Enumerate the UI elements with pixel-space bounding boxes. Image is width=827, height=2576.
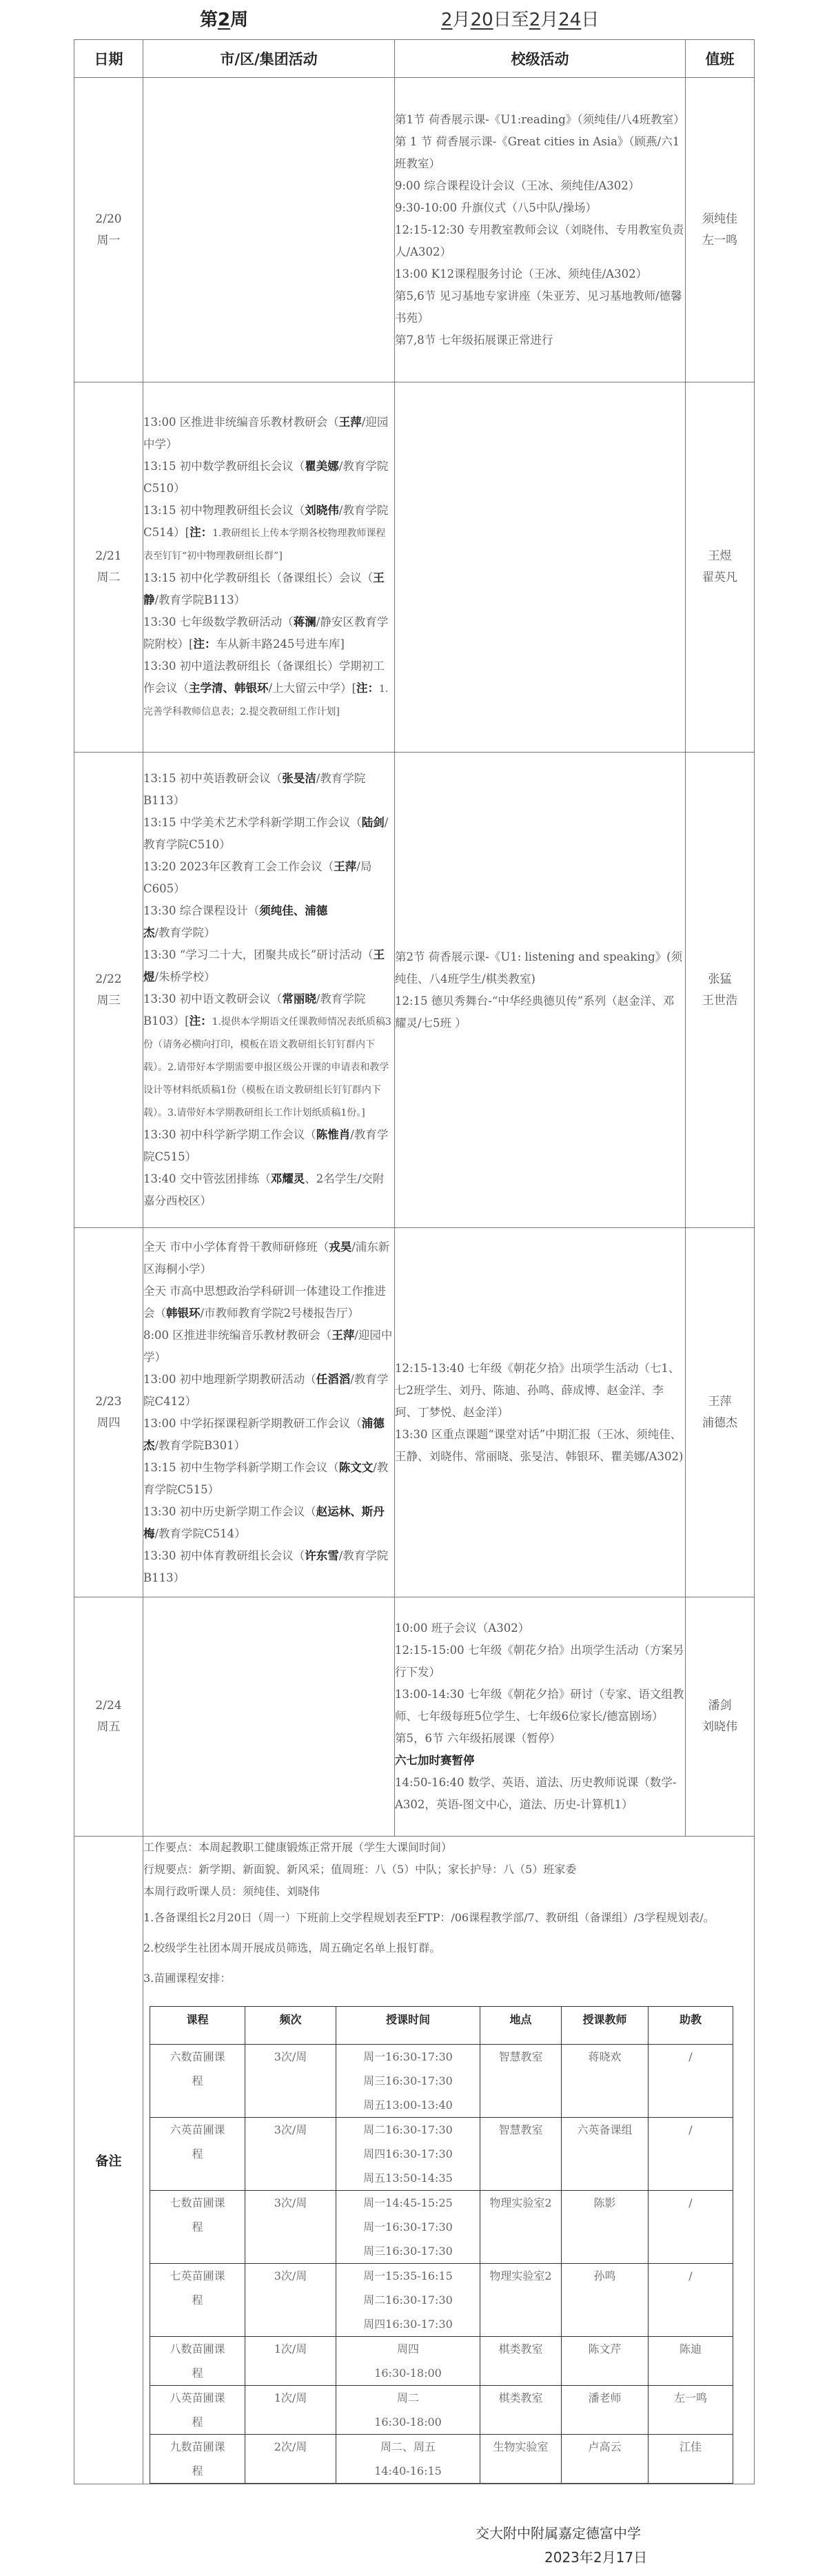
activity-text: 13:30 初中语文教研会议（ <box>143 992 283 1005</box>
date-cell <box>74 753 143 1228</box>
duty-cell <box>686 1597 755 1837</box>
nursery-assistant-cell: / <box>649 2191 733 2264</box>
duty-person: 王萍 <box>708 1394 732 1409</box>
weekday-label: 周五 <box>96 1720 121 1734</box>
activity-item <box>143 1325 394 1369</box>
nursery-freq-cell: 3次/周 <box>245 2191 336 2264</box>
nursery-time: 周二 <box>396 2391 419 2404</box>
activity-text: 13:30 初中体育教研组长会议（ <box>143 1548 305 1562</box>
nursery-time: 周二16:30-17:30 <box>363 2293 453 2307</box>
activity-text: 13:15 初中数学教研组长会议（ <box>143 460 305 473</box>
day-row <box>74 1597 755 1837</box>
nursery-course-cell: 九数苗圃课程 <box>150 2435 245 2484</box>
nursery-teacher-cell: 六英备课组 <box>562 2118 649 2191</box>
activity-person: 陈文文 <box>338 1460 374 1474</box>
issue-date: 2023年2月17日 <box>544 2549 648 2566</box>
external-activities-cell <box>143 1597 395 1837</box>
nursery-teacher-cell: 卢高云 <box>562 2435 649 2484</box>
activity-text: 12:15 德贝秀舞台-“中华经典德贝传”系列（赵金洋、邓耀灵/七5班 ） <box>395 994 675 1030</box>
nursery-row <box>150 2118 733 2191</box>
activity-item <box>395 1750 685 1772</box>
nursery-time: 周五13:00-13:40 <box>363 2098 453 2112</box>
activity-text: /局C605） <box>143 860 372 895</box>
activity-text: 13:00-14:30 七年级《朝花夕拾》研讨（专家、语文组教师、七年级每班5位学生、七年级6位家长/德富剧场） <box>395 1688 684 1723</box>
activity-item <box>143 768 394 812</box>
activity-person: 蒋澜 <box>293 615 316 628</box>
col-header-school: 校级活动 <box>395 40 686 78</box>
nursery-row <box>150 2386 733 2435</box>
nursery-time: 周一14:45-15:25 <box>363 2196 453 2209</box>
nursery-freq-cell: 1次/周 <box>245 2337 336 2386</box>
activity-person: 常丽晓 <box>282 992 316 1005</box>
activity-item <box>143 1168 394 1212</box>
activity-person: 韩银环 <box>166 1306 201 1320</box>
nursery-times-cell <box>336 2118 480 2191</box>
nursery-assistant-cell: / <box>649 2264 733 2337</box>
nursery-row <box>150 2045 733 2118</box>
nursery-times-cell <box>336 2191 480 2264</box>
remark-line: 2.校级学生社团本周开展成员筛选，周五确定名单上报钉群。 <box>143 1941 441 1954</box>
activity-text: 第1节 荷香展示课-《U1:reading》（须纯佳/八4班教室） <box>395 112 685 126</box>
date-cell <box>74 1228 143 1597</box>
activity-item <box>143 456 394 500</box>
activity-text: /上大留云中学）[ <box>268 682 356 695</box>
nursery-times-cell <box>336 2337 480 2386</box>
date-value: 2/23 <box>95 1394 122 1409</box>
nursery-time: 周三16:30-17:30 <box>363 2074 453 2087</box>
activity-text: 13:30 综合课程设计（ <box>143 904 260 917</box>
activity-item <box>395 131 685 175</box>
nursery-place-cell: 物理实验室2 <box>480 2264 562 2337</box>
activity-item <box>395 1684 685 1728</box>
activity-text: /教育学院C514）[ <box>143 504 389 539</box>
activity-item <box>395 1639 685 1684</box>
activity-text: /教育学院） <box>154 926 216 939</box>
activity-person: 张旻洁 <box>282 772 316 785</box>
date-value: 2/24 <box>95 1699 122 1713</box>
activity-person: 刘晓伟 <box>305 504 339 517</box>
nursery-course-cell: 六数苗圃课程 <box>150 2045 245 2118</box>
to-char: 至 <box>511 10 529 30</box>
activity-text: 9:30-10:00 升旗仪式（八5中队/操场） <box>395 201 597 214</box>
activity-text: /教育学院C514） <box>154 1526 246 1540</box>
nursery-time: 周二16:30-17:30 <box>363 2123 453 2136</box>
date-value: 2/20 <box>95 212 122 226</box>
remark-line: 1.各备课组长2月20日（周一）下班前上交学程规划表至FTP：/06课程教学部/7、教研组（备课组）/3学程规划表/。 <box>143 1911 715 1924</box>
nursery-times-cell <box>336 2264 480 2337</box>
activity-item <box>395 1772 685 1816</box>
activity-item <box>395 990 685 1034</box>
activity-text: 13:30 初中历史新学期工作会议（ <box>143 1504 316 1518</box>
nursery-row <box>150 2191 733 2264</box>
nursery-teacher-cell: 陈文芹 <box>562 2337 649 2386</box>
date-cell <box>74 382 143 753</box>
activity-text: 第5,6节 见习基地专家讲座（朱亚芳、见习基地教师/德馨书苑） <box>395 289 682 325</box>
activity-item <box>143 1280 394 1325</box>
activity-item <box>395 175 685 197</box>
nursery-row <box>150 2435 733 2484</box>
activity-text: 13:40 交中管弦团排练（ <box>143 1172 271 1185</box>
nursery-row <box>150 2264 733 2337</box>
activity-person: 王萍 <box>338 416 362 429</box>
activity-item <box>143 611 394 655</box>
nursery-time: 周二、周五 <box>380 2440 436 2453</box>
external-activities-cell <box>143 753 395 1228</box>
date-range <box>441 6 599 31</box>
activity-item <box>143 812 394 856</box>
activity-person: 注： <box>189 1014 212 1028</box>
week-number: 2 <box>218 10 231 30</box>
activity-text: 13:15 初中生物学科新学期工作会议（ <box>143 1460 339 1474</box>
duty-cell <box>686 753 755 1228</box>
activity-text: /教育学院B113） <box>143 1548 389 1584</box>
duty-cell <box>686 1228 755 1597</box>
duty-person: 须纯佳 <box>702 212 737 226</box>
weekday-label: 周二 <box>96 571 121 584</box>
activity-text: /教育学院B301） <box>154 1438 246 1452</box>
nursery-freq-cell: 3次/周 <box>245 2118 336 2191</box>
duty-cell <box>686 78 755 382</box>
weekday-label: 周四 <box>96 1415 121 1430</box>
activity-text: 、2名学生/交附嘉分西校区） <box>143 1172 385 1207</box>
nursery-time: 周一15:35-16:15 <box>363 2269 453 2282</box>
nursery-time: 16:30-18:00 <box>374 2415 442 2429</box>
activity-text: 12:15-13:40 七年级《朝花夕拾》出项学生活动（七1、七2班学生、刘丹、陈迪、孙鸣、薛成博、赵金洋、李珂、丁梦悦、赵金洋） <box>395 1361 680 1419</box>
activity-person: 戎昊 <box>329 1240 352 1254</box>
activity-text: 1.教研组长上传本学期各校物理教师课程表至钉钉“初中物理教研组长群”] <box>143 528 386 562</box>
activity-text: /静安区教育学院附校）[ <box>143 615 389 651</box>
activity-person: 注： <box>356 682 379 695</box>
activity-person: 任滔滔 <box>316 1372 351 1386</box>
activity-text: 13:15 中学美术艺术学科新学期工作会议（ <box>143 816 362 829</box>
col-header-duty: 值班 <box>686 40 755 78</box>
activity-text: 13:00 区推进非统编音乐教材教研会（ <box>143 416 339 429</box>
nursery-header-row <box>150 2007 733 2045</box>
duty-person: 左一鸣 <box>702 233 737 247</box>
date-cell <box>74 78 143 382</box>
activity-text: 13:15 初中化学教研组长（备课组长）会议（ <box>143 571 374 584</box>
activity-item <box>395 1424 685 1468</box>
duty-person: 浦德杰 <box>702 1415 737 1430</box>
month-char: 月 <box>540 10 559 30</box>
page-header <box>0 0 827 39</box>
activity-person: 瞿美娜 <box>305 460 339 473</box>
nursery-teacher-cell: 蒋晓欢 <box>562 2045 649 2118</box>
duty-cell <box>686 382 755 753</box>
nursery-col-header: 地点 <box>480 2007 562 2045</box>
activity-text: /教育学院C515） <box>143 1460 389 1496</box>
nursery-course-table <box>150 2006 733 2484</box>
nursery-place-cell: 生物实验室 <box>480 2435 562 2484</box>
external-activities-cell <box>143 1228 395 1597</box>
activity-text: 13:30 初中科学新学期工作会议（ <box>143 1128 316 1141</box>
nursery-time: 周四16:30-17:30 <box>363 2318 453 2331</box>
start-month: 2 <box>441 10 453 30</box>
activity-text: 全天 市高中思想政治学科研训一体建设工作推进会（ <box>143 1284 386 1320</box>
activity-person: 王萍 <box>334 860 357 873</box>
external-activities-cell <box>143 382 395 753</box>
nursery-time: 周五13:50-14:35 <box>363 2171 453 2185</box>
activity-item <box>143 856 394 900</box>
activity-text: 13:30 “学习二十大，团聚共成长”研讨活动（ <box>143 948 374 961</box>
nursery-time: 14:40-16:15 <box>374 2464 442 2477</box>
activity-item <box>143 500 394 567</box>
activity-text: 第7,8节 七年级拓展课正常进行 <box>395 333 553 347</box>
activity-item <box>395 329 685 351</box>
date-value: 2/22 <box>95 972 122 986</box>
activity-text: /市教师教育学院2号楼报告厅） <box>200 1306 360 1320</box>
end-month: 2 <box>529 10 541 30</box>
duty-person: 刘晓伟 <box>702 1720 737 1734</box>
activity-text: 13:00 中学拓探课程新学期教研工作会议（ <box>143 1416 362 1430</box>
day-row <box>74 78 755 382</box>
activity-person: 王煜 <box>143 948 385 983</box>
activity-person: 须纯佳、浦德杰 <box>143 904 328 939</box>
nursery-assistant-cell: 江佳 <box>649 2435 733 2484</box>
remarks-label: 备注 <box>74 1837 143 2484</box>
nursery-time: 周三16:30-17:30 <box>363 2245 453 2258</box>
activity-item <box>143 900 394 944</box>
activity-item <box>143 988 394 1124</box>
duty-person: 翟英凡 <box>702 571 737 584</box>
remark-line: 本周行政听课人员：须纯佳、刘晓伟 <box>143 1885 320 1898</box>
school-activities-cell <box>395 1597 686 1837</box>
school-name: 交大附中附属嘉定德富中学 <box>476 2525 641 2542</box>
nursery-place-cell: 棋类教室 <box>480 2337 562 2386</box>
activity-text: 13:15 初中英语教研会议（ <box>143 772 283 785</box>
activity-item <box>143 567 394 611</box>
duty-person: 王世浩 <box>702 993 737 1008</box>
activity-text: /教育学院C515） <box>143 1128 389 1163</box>
remark-line: 3.苗圃课程安排： <box>143 1972 232 1985</box>
activity-text: /教育学院C412） <box>143 1372 389 1408</box>
remark-line: 工作要点：本周起教职工健康锻炼正常开展（学生大课间时间） <box>143 1841 453 1854</box>
nursery-place-cell: 智慧教室 <box>480 2118 562 2191</box>
activity-text: 13:20 2023年区教育工会工作会议（ <box>143 860 334 873</box>
activity-person: 王萍 <box>331 1328 355 1342</box>
day-char: 日 <box>581 10 600 30</box>
activity-text: 12:15-12:30 专用教室教师会议（刘晓伟、专用教室负责人/A302） <box>395 223 684 258</box>
school-activities-cell <box>395 78 686 382</box>
nursery-teacher-cell: 孙鸣 <box>562 2264 649 2337</box>
nursery-row <box>150 2337 733 2386</box>
nursery-times-cell <box>336 2435 480 2484</box>
activity-person: 主学清、韩银环 <box>189 682 269 695</box>
activity-text: 1.完善学科教师信息表；2.提交教研组工作计划] <box>143 684 389 717</box>
nursery-time: 周四16:30-17:30 <box>363 2147 453 2160</box>
activity-text: /教育学院B113） <box>154 593 246 606</box>
col-header-external: 市/区/集团活动 <box>143 40 395 78</box>
activity-text: 10:00 班子会议（A302） <box>395 1622 530 1635</box>
nursery-col-header: 授课教师 <box>562 2007 649 2045</box>
activity-item <box>395 197 685 219</box>
weekday-label: 周一 <box>96 233 121 247</box>
nursery-course-cell: 八英苗圃课程 <box>150 2386 245 2435</box>
nursery-course-cell: 七数苗圃课程 <box>150 2191 245 2264</box>
weekly-schedule-table <box>74 39 755 2484</box>
activity-item <box>395 1617 685 1639</box>
remarks-lines <box>143 1837 754 1994</box>
activity-text: 全天 市中小学体育骨干教师研修班（ <box>143 1240 329 1254</box>
activity-item <box>143 1501 394 1545</box>
activity-person: 王静 <box>143 571 385 606</box>
activity-person: 邓耀灵 <box>270 1172 305 1185</box>
start-day: 20 <box>470 10 493 30</box>
nursery-col-header: 课程 <box>150 2007 245 2045</box>
remark-line: 行规要点：新学期、新面貌、新风采；值周班：八（5）中队；家长护导：八（5）班家委 <box>143 1863 577 1876</box>
day-char: 日 <box>493 10 511 30</box>
nursery-assistant-cell: 左一鸣 <box>649 2386 733 2435</box>
activity-item <box>143 1124 394 1168</box>
activity-text: /迎园中学） <box>143 1328 393 1364</box>
activity-item <box>143 1369 394 1413</box>
week-prefix: 第 <box>200 10 218 30</box>
activity-text: 13:00 初中地理新学期教研活动（ <box>143 1372 316 1386</box>
nursery-col-header: 频次 <box>245 2007 336 2045</box>
activity-text: 车从新丰路245号进车库] <box>216 637 345 651</box>
month-char: 月 <box>452 10 471 30</box>
activity-person: 六七加时赛暂停 <box>395 1754 475 1767</box>
activity-text: 8:00 区推进非统编音乐教材教研会（ <box>143 1328 332 1342</box>
nursery-assistant-cell: / <box>649 2118 733 2191</box>
nursery-col-header: 授课时间 <box>336 2007 480 2045</box>
activity-text: 13:30 七年级数学教研活动（ <box>143 615 294 628</box>
activity-item <box>143 1545 394 1589</box>
nursery-course-cell: 七英苗圃课程 <box>150 2264 245 2337</box>
nursery-time: 周一16:30-17:30 <box>363 2220 453 2233</box>
school-activities-cell <box>395 1228 686 1597</box>
activity-text: /教育学院B113） <box>143 772 366 807</box>
activity-person: 注： <box>193 637 216 651</box>
nursery-times-cell <box>336 2386 480 2435</box>
nursery-teacher-cell: 潘老师 <box>562 2386 649 2435</box>
nursery-teacher-cell: 陈影 <box>562 2191 649 2264</box>
activity-item <box>395 1358 685 1424</box>
nursery-freq-cell: 2次/周 <box>245 2435 336 2484</box>
activity-text: 第 1 节 荷香展示课-《Great cities in Asia》（顾燕/六1班教室） <box>395 134 680 170</box>
school-activities-cell <box>395 382 686 753</box>
nursery-freq-cell: 3次/周 <box>245 2045 336 2118</box>
activity-person: 陆剑 <box>361 816 385 829</box>
nursery-place-cell: 智慧教室 <box>480 2045 562 2118</box>
activity-item <box>143 1413 394 1457</box>
activity-item <box>143 944 394 988</box>
duty-person: 张猛 <box>708 972 732 986</box>
day-row <box>74 753 755 1228</box>
activity-person: 陈惟肖 <box>316 1128 351 1141</box>
activity-text: /浦东新区海桐小学） <box>143 1240 390 1276</box>
activity-text: /朱桥学校） <box>154 970 216 983</box>
weekday-label: 周三 <box>96 993 121 1008</box>
col-header-date: 日期 <box>74 40 143 78</box>
activity-person: 浦德杰 <box>143 1416 385 1452</box>
nursery-freq-cell: 3次/周 <box>245 2264 336 2337</box>
date-value: 2/21 <box>95 549 122 563</box>
activity-item <box>143 1457 394 1501</box>
activity-item <box>395 109 685 131</box>
school-activities-cell <box>395 753 686 1228</box>
activity-text: /教育学院C510） <box>143 816 389 851</box>
week-title <box>200 6 248 31</box>
activity-text: 第5，6节 六年级拓展课（暂停） <box>395 1732 561 1745</box>
activity-text: 12:15-15:00 七年级《朝花夕拾》出项学生活动（方案另行下发） <box>395 1644 684 1679</box>
nursery-freq-cell: 1次/周 <box>245 2386 336 2435</box>
activity-text: 1.提供本学期语文任课教师情况表纸质稿3份（请务必横向打印，模板在语文教研组长钉钉群内下载）。2.请带好本学期需要申报区级公开课的申请表和教学设计等材料纸质稿1份（模板在语文教研组长钉钉群内下载）。3.请带好本学期教研组长工作计划纸质稿1份。] <box>143 1016 391 1118</box>
activity-item <box>395 946 685 990</box>
external-activities-cell <box>143 78 395 382</box>
end-day: 24 <box>558 10 582 30</box>
nursery-place-cell: 棋类教室 <box>480 2386 562 2435</box>
activity-person: 注： <box>190 526 213 539</box>
remarks-row <box>74 1837 755 2484</box>
activity-item <box>143 411 394 456</box>
nursery-times-cell <box>336 2045 480 2118</box>
nursery-course-cell: 六英苗圃课程 <box>150 2118 245 2191</box>
duty-person: 王煜 <box>708 549 732 563</box>
date-cell <box>74 1597 143 1837</box>
table-header-row <box>74 40 755 78</box>
activity-text: 14:50-16:40 数学、英语、道法、历史教师说课（数学-A302，英语-图文中心，道法、历史-计算机1） <box>395 1776 677 1811</box>
nursery-col-header: 助教 <box>649 2007 733 2045</box>
duty-person: 潘剑 <box>708 1699 732 1713</box>
nursery-time: 周一16:30-17:30 <box>363 2050 453 2063</box>
nursery-assistant-cell: 陈迪 <box>649 2337 733 2386</box>
activity-person: 许东雪 <box>305 1548 339 1562</box>
activity-text: /教育学院B103）[ <box>143 992 366 1028</box>
activity-text: /迎园中学） <box>143 416 389 451</box>
nursery-time: 16:30-18:00 <box>374 2367 442 2380</box>
day-row <box>74 1228 755 1597</box>
activity-item <box>395 263 685 285</box>
activity-item <box>395 219 685 263</box>
activity-text: 13:30 初中道法教研组长（备课组长）学期初工作会议（ <box>143 660 385 695</box>
day-row <box>74 382 755 753</box>
activity-item <box>143 655 394 723</box>
activity-item <box>143 1236 394 1280</box>
activity-text: 第2节 荷香展示课-《U1: listening and speaking》(须纯佳、八4班学生/棋类教室) <box>395 950 683 985</box>
nursery-time: 周四 <box>396 2342 419 2355</box>
nursery-place-cell: 物理实验室2 <box>480 2191 562 2264</box>
nursery-assistant-cell: / <box>649 2045 733 2118</box>
activity-item <box>395 285 685 329</box>
activity-text: 13:00 K12课程服务讨论（王冰、须纯佳/A302） <box>395 267 648 280</box>
activity-text: 13:15 初中物理教研组长会议（ <box>143 504 305 517</box>
activity-text: /教育学院C510） <box>143 460 389 495</box>
nursery-course-cell: 八数苗圃课程 <box>150 2337 245 2386</box>
activity-person: 赵运林、斯丹梅 <box>143 1504 385 1540</box>
activity-text: 9:00 综合课程设计会议（王冰、须纯佳/A302） <box>395 178 640 192</box>
activity-item <box>395 1728 685 1750</box>
remarks-content <box>143 1837 755 2484</box>
week-suffix: 周 <box>230 10 249 30</box>
activity-text: 13:30 区重点课题“课堂对话”中期汇报（王冰、须纯佳、王静、刘晓伟、常丽晓、张旻洁、韩银环、瞿美娜/A302) <box>395 1427 684 1463</box>
